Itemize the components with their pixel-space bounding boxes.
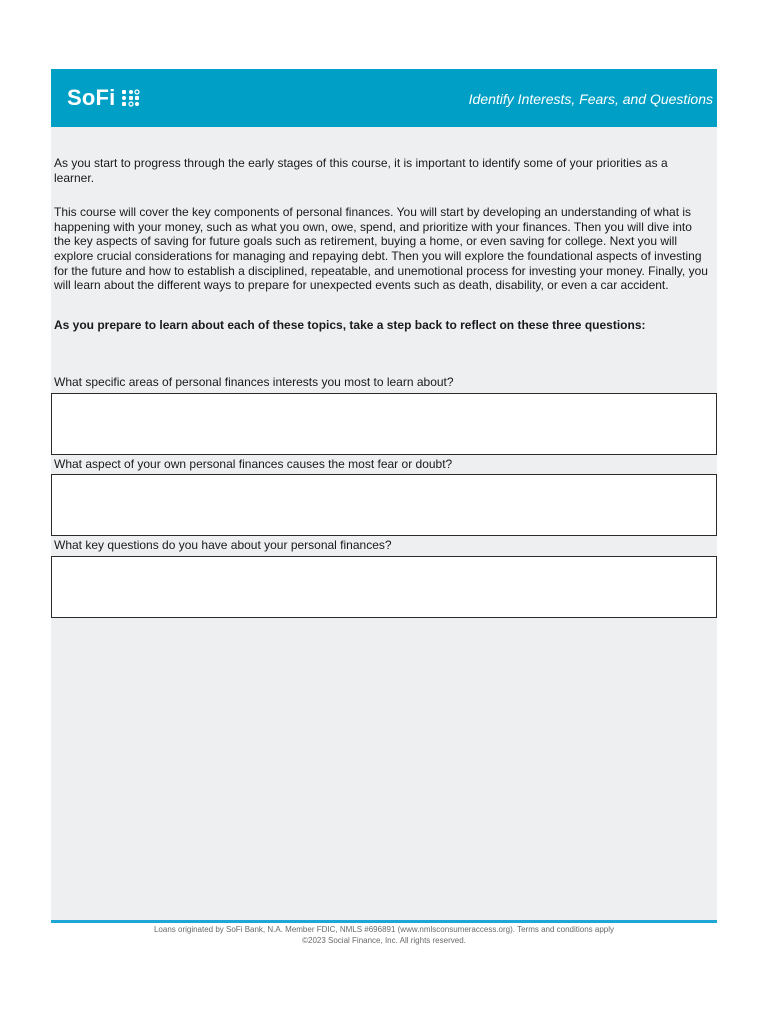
question-2-answer-box[interactable] <box>51 474 717 536</box>
logo-text: SoFi <box>67 85 116 110</box>
question-3-label: What key questions do you have about your personal finances? <box>54 538 392 552</box>
question-1-label: What specific areas of personal finances interests you most to learn about? <box>54 375 454 389</box>
sofi-logo <box>67 85 141 111</box>
worksheet-page <box>51 69 717 921</box>
sofi-confetti-icon <box>121 89 141 107</box>
page-title: Identify Interests, Fears, and Questions <box>468 91 713 107</box>
intro-paragraph-1: As you start to progress through the early stages of this course, it is important to identify some of your priorities as a learner. <box>54 156 668 185</box>
intro-paragraph-2: This course will cover the key components of personal finances. You will start by developing an understanding of what is happening with your money, such as what you own, owe, spend, and prioritize with your finances. Then you will dive into the key aspects of saving for future goals such as retirement, buying a home, or even saving for college. Next you will explore crucial considerations for managing and repaying debt. Then you will explore the foundational aspects of investing for the future and how to establish a disciplined, repeatable, and unemotional process for investing your money. Finally, you will learn about the different ways to prepare for unexpected events such as death, disability, or even a car accident. <box>54 205 708 293</box>
question-2-label: What aspect of your own personal finances causes the most fear or doubt? <box>54 457 453 471</box>
question-1-answer-box[interactable] <box>51 393 717 455</box>
header-banner <box>51 69 717 127</box>
footer-divider <box>51 920 717 923</box>
footer-disclosure: Loans originated by SoFi Bank, N.A. Member FDIC, NMLS #696891 (www.nmlsconsumeraccess.org). Terms and conditions apply <box>153 925 615 934</box>
reflection-lead-in: As you prepare to learn about each of these topics, take a step back to reflect on these three questions: <box>54 317 646 332</box>
footer-copyright: ©2023 Social Finance, Inc. All rights reserved. <box>302 935 466 945</box>
worksheet-content <box>54 156 710 359</box>
legal-footer <box>51 925 717 946</box>
question-3-answer-box[interactable] <box>51 556 717 618</box>
